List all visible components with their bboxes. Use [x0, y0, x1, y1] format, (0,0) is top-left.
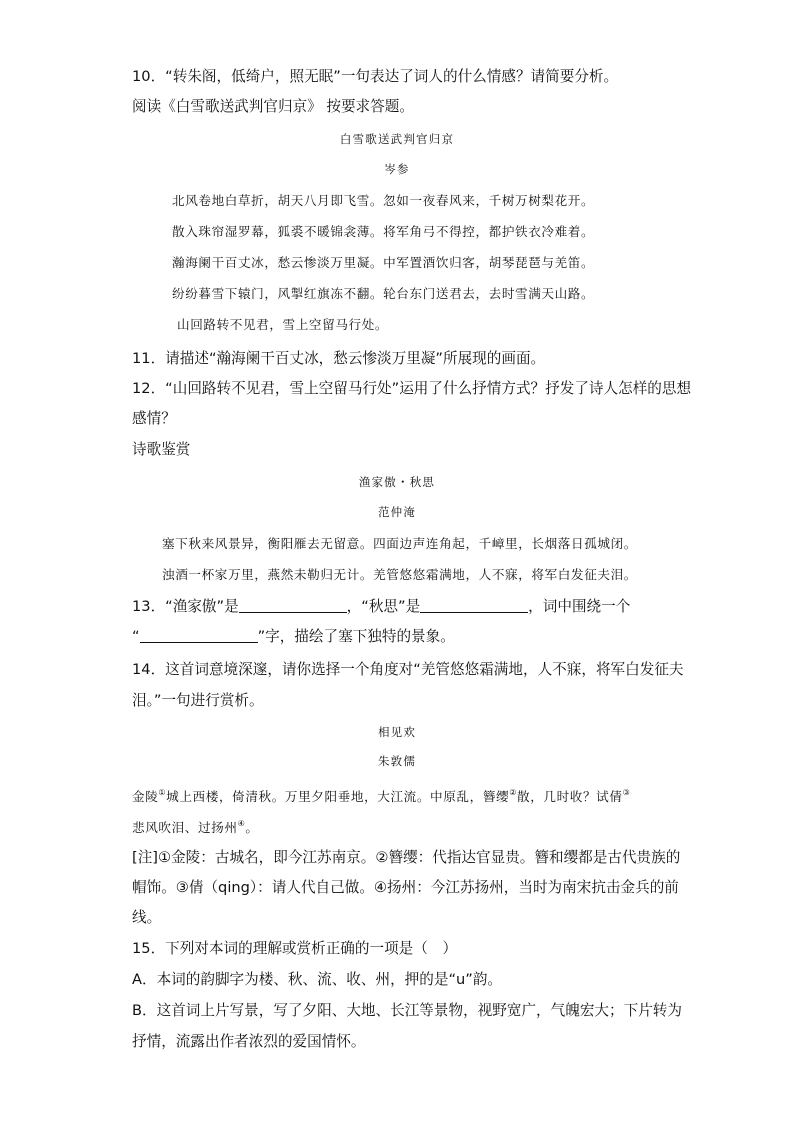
poem2-author: 范仲淹 — [377, 505, 417, 519]
question-15: 15．下列对本词的理解或赏析正确的一项是（ ） — [132, 940, 458, 957]
question-12-line2: 感情？ — [132, 410, 176, 427]
question-10: 10．“转朱阁，低绮户，照无眠”一句表达了词人的什么情感？请简要分析。 — [132, 68, 619, 85]
poem1-line: 北风卷地白草折，胡天八月即飞雪。忽如一夜春风来，千树万树梨花开。 — [172, 193, 595, 208]
poem3-author: 朱敦儒 — [377, 754, 417, 768]
poem3-text: 金陵 — [132, 789, 159, 804]
poem3-text: 散，几时收？试倩 — [517, 789, 623, 804]
poem2-title: 渔家傲・秋思 — [358, 475, 436, 489]
read-instruction: 阅读《白雪歌送武判官归京》 按要求答题。 — [132, 98, 414, 115]
footnote-mark: ② — [509, 788, 517, 797]
q13-text: ，“秋思”是 — [346, 598, 421, 615]
question-11: 11．请描述“瀚海阑干百丈冰，愁云惨淡万里凝”所展现的画面。 — [132, 350, 546, 367]
footnote-mark: ① — [158, 788, 167, 797]
option-a: A．本词的韵脚字为楼、秋、流、收、州，押的是“u”韵。 — [132, 971, 503, 988]
poem3-line — [132, 784, 630, 806]
answer-blank[interactable] — [420, 598, 528, 613]
poem3-text: 。 — [245, 820, 259, 835]
q13-text: “ — [132, 628, 140, 645]
poem3-title: 相见欢 — [377, 725, 417, 739]
poem1-line: 瀚海阑干百丈冰，愁云惨淡万里凝。中军置酒饮归客，胡琴琵琶与羌笛。 — [172, 255, 595, 270]
footnote-mark: ③ — [622, 788, 631, 797]
answer-blank[interactable] — [140, 628, 258, 643]
question-13-line2 — [132, 627, 455, 647]
poem2-line: 浊酒一杯家万里，燕然未勒归无计。羌管悠悠霜满地，人不寐，将军白发征夫泪。 — [162, 567, 637, 582]
option-b-line2: 抒情，流露出作者浓烈的爱国情怀。 — [132, 1033, 366, 1050]
poem1-author: 岑参 — [384, 162, 410, 176]
notes-line: [注]①金陵：古城名，即今江苏南京。②簪缨：代指达官显贵。簪和缨都是古代贵族的 — [132, 849, 681, 866]
q13-text: ，词中围绕一个 — [528, 598, 631, 615]
option-b-line1: B．这首词上片写景，写了夕阳、大地、长江等景物，视野宽广，气魄宏大；下片转为 — [132, 1002, 682, 1019]
notes-line: 帽饰。③倩（qing）：请人代自己做。④扬州：今江苏扬州，当时为南宋抗击金兵的前 — [132, 879, 679, 896]
poem3-text: 悲风吹泪、过扬州 — [132, 820, 238, 835]
poem3-text: 城上西楼，倚清秋。万里夕阳垂地，大江流。中原乱，簪缨 — [166, 789, 510, 804]
poem2-line: 塞下秋来风景异，衡阳雁去无留意。四面边声连角起，千嶂里，长烟落日孤城闭。 — [162, 536, 637, 551]
answer-blank[interactable] — [239, 598, 347, 613]
question-12-line1: 12．“山回路转不见君，雪上空留马行处”运用了什么抒情方式？抒发了诗人怎样的思想 — [132, 380, 692, 397]
poem1-title: 白雪歌送武判官归京 — [339, 132, 455, 146]
footnote-mark: ④ — [237, 819, 246, 828]
notes-line: 线。 — [132, 909, 162, 926]
poem1-line: 散入珠帘湿罗幕，狐裘不暖锦衾薄。将军角弓不得控，都护铁衣冷难着。 — [172, 224, 595, 239]
question-14-line1: 14．这首词意境深邃，请你选择一个角度对“羌管悠悠霜满地，人不寐，将军白发征夫 — [132, 661, 684, 678]
question-14-line2: 泪。”一句进行赏析。 — [132, 692, 264, 709]
section-label: 诗歌鉴赏 — [132, 441, 191, 458]
question-13-line1 — [132, 597, 630, 617]
poem1-line: 山回路转不见君，雪上空留马行处。 — [177, 317, 389, 332]
poem3-line — [132, 815, 259, 837]
q13-text: 13．“渔家傲”是 — [132, 598, 239, 615]
poem1-line: 纷纷暮雪下辕门，风掣红旗冻不翻。轮台东门送君去，去时雪满天山路。 — [172, 286, 595, 301]
q13-text: ”字，描绘了塞下独特的景象。 — [257, 628, 455, 645]
